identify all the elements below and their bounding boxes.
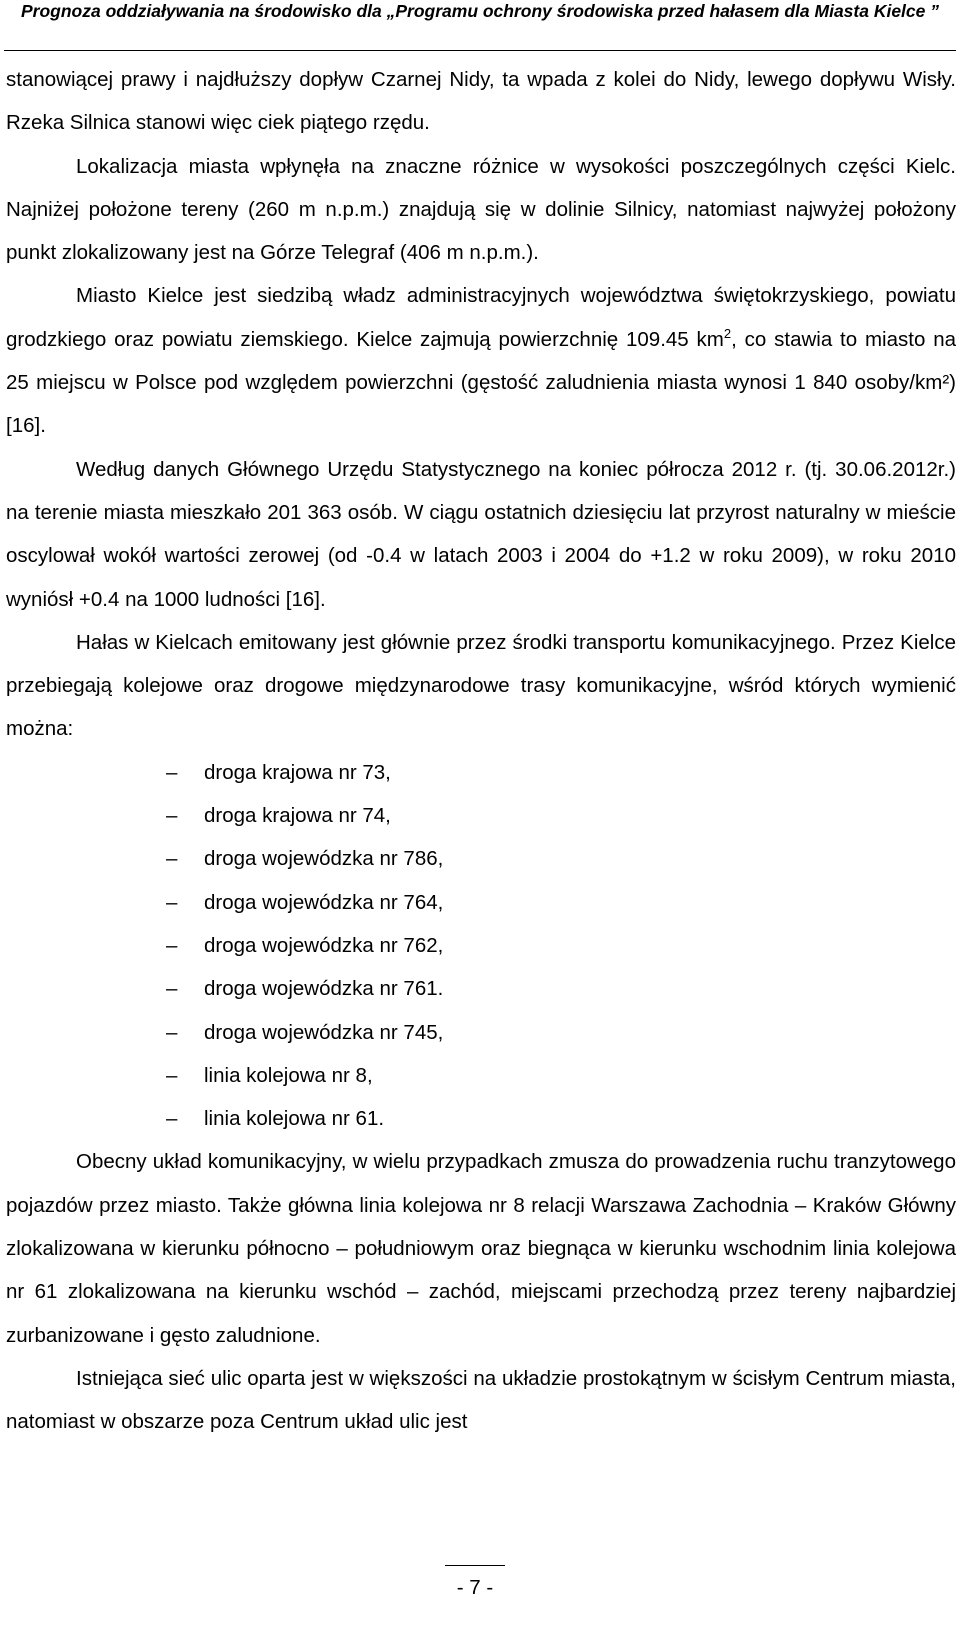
list-item [166, 1097, 956, 1140]
paragraph-3-text-b: , co stawia to miasto na 25 miejscu w Polsce pod względem powierzchni (gęstość zaludnienia miasta wynosi 1 840 osoby/km²) [16]. [6, 327, 956, 438]
dash-bullet: – [166, 1020, 178, 1044]
list-item-text: droga krajowa nr 73, [204, 760, 391, 784]
list-item-text: droga wojewódzka nr 786, [204, 847, 444, 871]
list-item [166, 881, 956, 924]
superscript-2: 2 [723, 325, 732, 341]
list-item-text: droga wojewódzka nr 764, [204, 890, 444, 914]
paragraph-6: Obecny układ komunikacyjny, w wielu przypadkach zmusza do prowadzenia ruchu tranzytowego pojazdów przez miasto. Także główna linia kolejowa nr 8 relacji Warszawa Zachodnia – Kraków Główny zlokalizowana w kierunku północno – południowym oraz biegnąca w kierunku wschodnim linia kolejowa nr 61 zlokalizowana na kierunku wschód – zachód, miejscami przechodzą przez tereny najbardziej zurbanizowane i gęsto zaludnione. [6, 1150, 956, 1347]
paragraph-3-text-a: Miasto Kielce jest siedzibą władz administracyjnych województwa świętokrzyskiego, powiatu grodzkiego oraz powiatu ziemskiego. Kielce zajmują powierzchnię 109.45 km [6, 284, 956, 351]
list-item [166, 924, 956, 967]
list-item [166, 837, 956, 880]
dash-bullet: – [166, 977, 178, 1001]
paragraph-2: Lokalizacja miasta wpłynęła na znaczne różnice w wysokości poszczególnych części Kielc. Najniżej położone tereny (260 m n.p.m.) znajdują się w dolinie Silnicy, natomiast najwyżej położony punkt zlokalizowany jest na Górze Telegraf (406 m n.p.m.). [6, 154, 956, 265]
dash-bullet: – [166, 760, 178, 784]
paragraph-5: Hałas w Kielcach emitowany jest głównie przez środki transportu komunikacyjnego. Przez Kielce przebiegają kolejowe oraz drogowe międzynarodowe trasy komunikacyjne, wśród których wymienić można: [6, 630, 956, 741]
dash-bullet: – [166, 890, 178, 914]
list-item [166, 1054, 956, 1097]
dash-bullet: – [166, 1107, 178, 1131]
paragraph-3 [6, 274, 956, 447]
paragraph-4: Według danych Głównego Urzędu Statystycznego na koniec półrocza 2012 r. (tj. 30.06.2012r.) na terenie miasta mieszkało 201 363 osób. W ciągu ostatnich dziesięciu lat przyrost naturalny w mieście oscylował wokół wartości zerowej (od -0.4 w latach 2003 i 2004 do +1.2 w roku 2009), w roku 2010 wyniósł +0.4 na 1000 ludności [16]. [6, 457, 956, 611]
list-item-text: droga wojewódzka nr 745, [204, 1020, 444, 1044]
page-header [4, 0, 956, 23]
paragraph-1: stanowiącej prawy i najdłuższy dopływ Czarnej Nidy, ta wpada z kolei do Nidy, lewego dopływu Wisły. Rzeka Silnica stanowi więc ciek piątego rzędu. [6, 68, 956, 135]
list-item [166, 751, 956, 794]
dash-bullet: – [166, 933, 178, 957]
list-item-text: droga krajowa nr 74, [204, 804, 391, 828]
list-item-text: droga wojewódzka nr 762, [204, 933, 444, 957]
list-item [166, 1011, 956, 1054]
document-body [6, 58, 956, 1444]
list-item-text: linia kolejowa nr 8, [204, 1063, 373, 1087]
dash-bullet: – [166, 847, 178, 871]
list-item [166, 967, 956, 1010]
paragraph-7: Istniejąca sieć ulic oparta jest w większości na układzie prostokątnym w ścisłym Centrum miasta, natomiast w obszarze poza Centrum układ ulic jest [6, 1366, 956, 1434]
list-item-text: linia kolejowa nr 61. [204, 1107, 385, 1131]
dash-bullet: – [166, 804, 178, 828]
page-number: - 7 - [456, 1576, 494, 1599]
dash-bullet: – [166, 1063, 178, 1087]
list-item [166, 794, 956, 837]
header-title: Prognoza oddziaływania na środowisko dla „Programu ochrony środowiska przed hałasem dla Miasta Kielce ” [20, 1, 939, 21]
list-item-text: droga wojewódzka nr 761. [204, 977, 444, 1001]
transport-routes-list [6, 751, 956, 1141]
header-divider [4, 50, 956, 51]
footer-divider [445, 1565, 505, 1566]
